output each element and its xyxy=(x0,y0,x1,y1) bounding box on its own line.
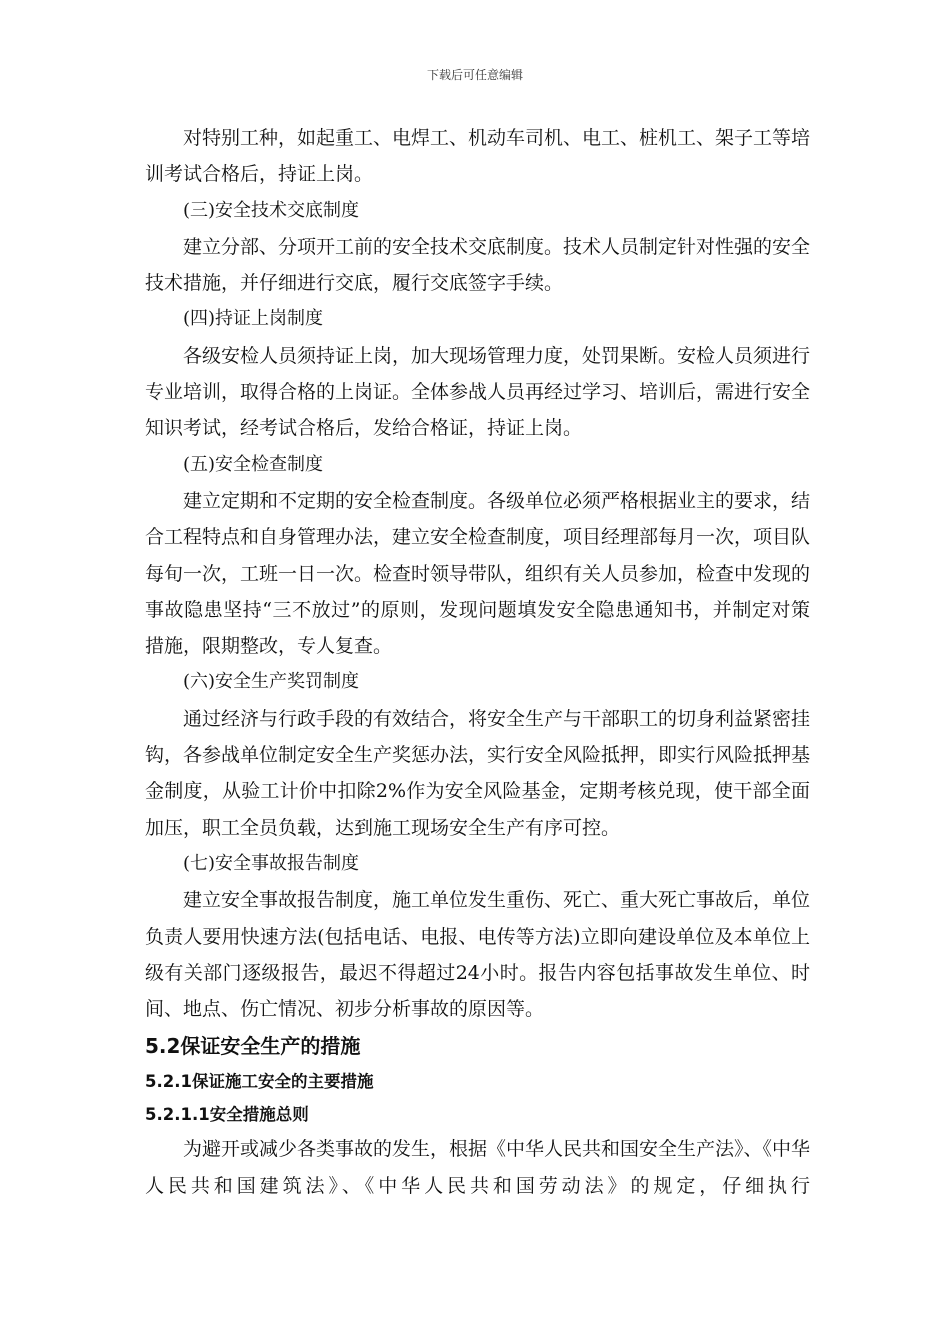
paragraph-special-workers: 对特别工种，如起重工、电焊工、机动车司机、电工、桩机工、架子工等培训考试合格后，持证上岗。 xyxy=(145,127,811,186)
subheading-accident-report: (七)安全事故报告制度 xyxy=(183,852,360,874)
paragraph-accident-report: 建立安全事故报告制度，施工单位发生重伤、死亡、重大死亡事故后，单位负责人要用快速方法(包括电话、电报、电传等方法)立即向建设单位及本单位上级有关部门逐级报告，最迟不得超过24小时。报告内容包括事故发生单位、时间、地点、伤亡情况、初步分析事故的原因等。 xyxy=(145,889,811,1021)
subheading-safety-briefing: (三)安全技术交底制度 xyxy=(183,199,360,221)
paragraph-safety-inspection: 建立定期和不定期的安全检查制度。各级单位必须严格根据业主的要求，结合工程特点和自身管理办法，建立安全检查制度，项目经理部每月一次，项目队每旬一次，工班一日一次。检查时领导带队，组织有关人员参加，检查中发现的事故隐患坚持“三不放过”的原则，发现问题填发安全隐患通知书，并制定对策措施，限期整改，专人复查。 xyxy=(145,489,811,658)
subheading-certified-work: (四)持证上岗制度 xyxy=(183,308,324,330)
subheading-safety-inspection: (五)安全检查制度 xyxy=(183,453,324,475)
subheading-rewards-penalties: (六)安全生产奖罚制度 xyxy=(183,671,360,693)
section-heading-5-2: 5.2保证安全生产的措施 xyxy=(145,1034,361,1059)
paragraph-safety-general: 为避开或减少各类事故的发生，根据《中华人民共和国安全生产法》、《中华人民共和国建筑法》、《中华人民共和国劳动法》的规定，仔细执行 xyxy=(145,1138,811,1197)
paragraph-certified-work: 各级安检人员须持证上岗，加大现场管理力度，处罚果断。安检人员须进行专业培训，取得合格的上岗证。全体参战人员再经过学习、培训后，需进行安全知识考试，经考试合格后，发给合格证，持证上岗。 xyxy=(145,344,811,440)
paragraph-rewards-penalties: 通过经济与行政手段的有效结合，将安全生产与干部职工的切身利益紧密挂钩，各参战单位制定安全生产奖惩办法，实行安全风险抵押，即实行风险抵押基金制度，从验工计价中扣除2%作为安全风险基金，定期考核兑现，使干部全面加压，职工全员负载，达到施工现场安全生产有序可控。 xyxy=(145,707,811,839)
paragraph-safety-briefing: 建立分部、分项开工前的安全技术交底制度。技术人员制定针对性强的安全技术措施，并仔细进行交底，履行交底签字手续。 xyxy=(145,235,811,295)
section-heading-5-2-1-1: 5.2.1.1安全措施总则 xyxy=(145,1105,309,1125)
document-body xyxy=(145,120,810,1204)
section-heading-5-2-1: 5.2.1保证施工安全的主要措施 xyxy=(145,1072,374,1092)
page-header: 下载后可任意编辑 xyxy=(426,68,523,82)
